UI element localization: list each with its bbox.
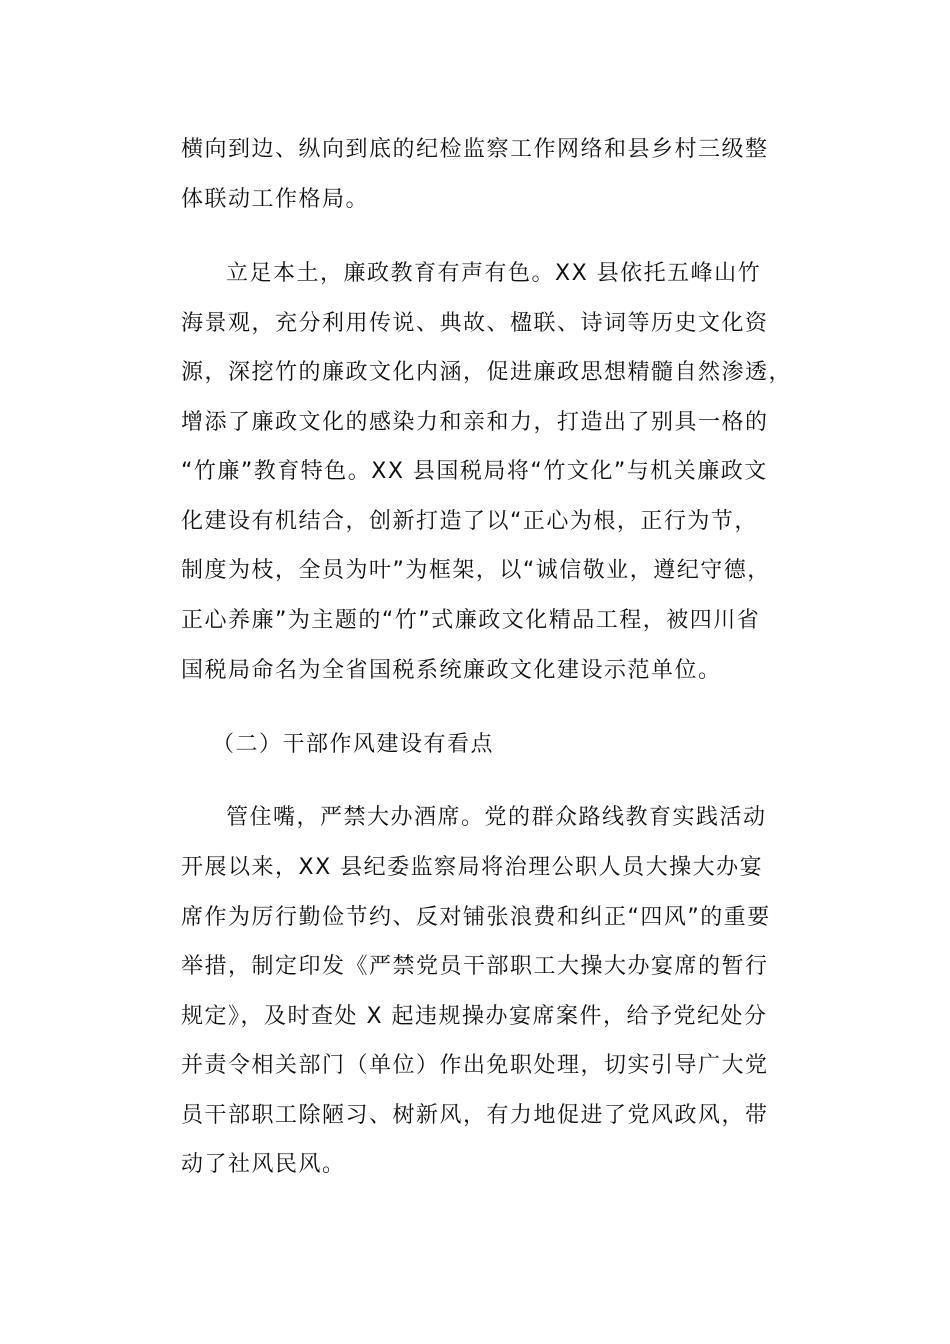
para3-line-2: 开展以来，XX 县纪委监察局将治理公职人员大操大办宴 — [181, 855, 764, 880]
para1-line-2: 体联动工作格局。 — [181, 187, 370, 212]
para2-line-6: 化建设有机结合，创新打造了以“正心为根，正行为节， — [181, 509, 758, 534]
para2-line-5: “竹廉”教育特色。XX 县国税局将“竹文化”与机关廉政文 — [181, 459, 768, 484]
para3-line-8: 动了社风民风。 — [181, 1152, 346, 1177]
para2-line-8: 正心养廉”为主题的“竹”式廉政文化精品工程，被四川省 — [181, 608, 761, 633]
para2-line-3: 源，深挖竹的廉政文化内涵，促进廉政思想精髓自然渗透， — [181, 360, 793, 385]
para2-line-4: 增添了廉政文化的感染力和亲和力，打造出了别具一格的 — [181, 410, 769, 435]
para3-line-5: 规定》，及时查处 X 起违规操办宴席案件，给予党纪处分 — [181, 1004, 768, 1029]
para2-line-9: 国税局命名为全省国税系统廉政文化建设示范单位。 — [181, 658, 722, 683]
para2-line-1: 立足本土，廉政教育有声有色。XX 县依托五峰山竹 — [226, 261, 762, 286]
para2-line-2: 海景观，充分利用传说、典故、楹联、诗词等历史文化资 — [181, 311, 769, 336]
para3-line-4: 举措，制定印发《严禁党员干部职工大操大办宴席的暂行 — [181, 954, 769, 979]
para3-line-1: 管住嘴，严禁大办酒席。党的群众路线教育实践活动 — [226, 805, 767, 830]
para1-line-1: 横向到边、纵向到底的纪检监察工作网络和县乡村三级整 — [181, 137, 769, 162]
para3-line-3: 席作为厉行勤俭节约、反对铺张浪费和纠正“四风”的重要 — [181, 905, 771, 930]
para3-line-7: 员干部职工除陋习、树新风，有力地促进了党风政风，带 — [181, 1103, 769, 1128]
para3-line-6: 并责令相关部门（单位）作出免职处理，切实引导广大党 — [181, 1053, 769, 1078]
section-heading: （二）干部作风建设有看点 — [212, 732, 495, 757]
para2-line-7: 制度为枝，全员为叶”为框架，以“诚信敬业，遵纪守德， — [181, 558, 771, 583]
